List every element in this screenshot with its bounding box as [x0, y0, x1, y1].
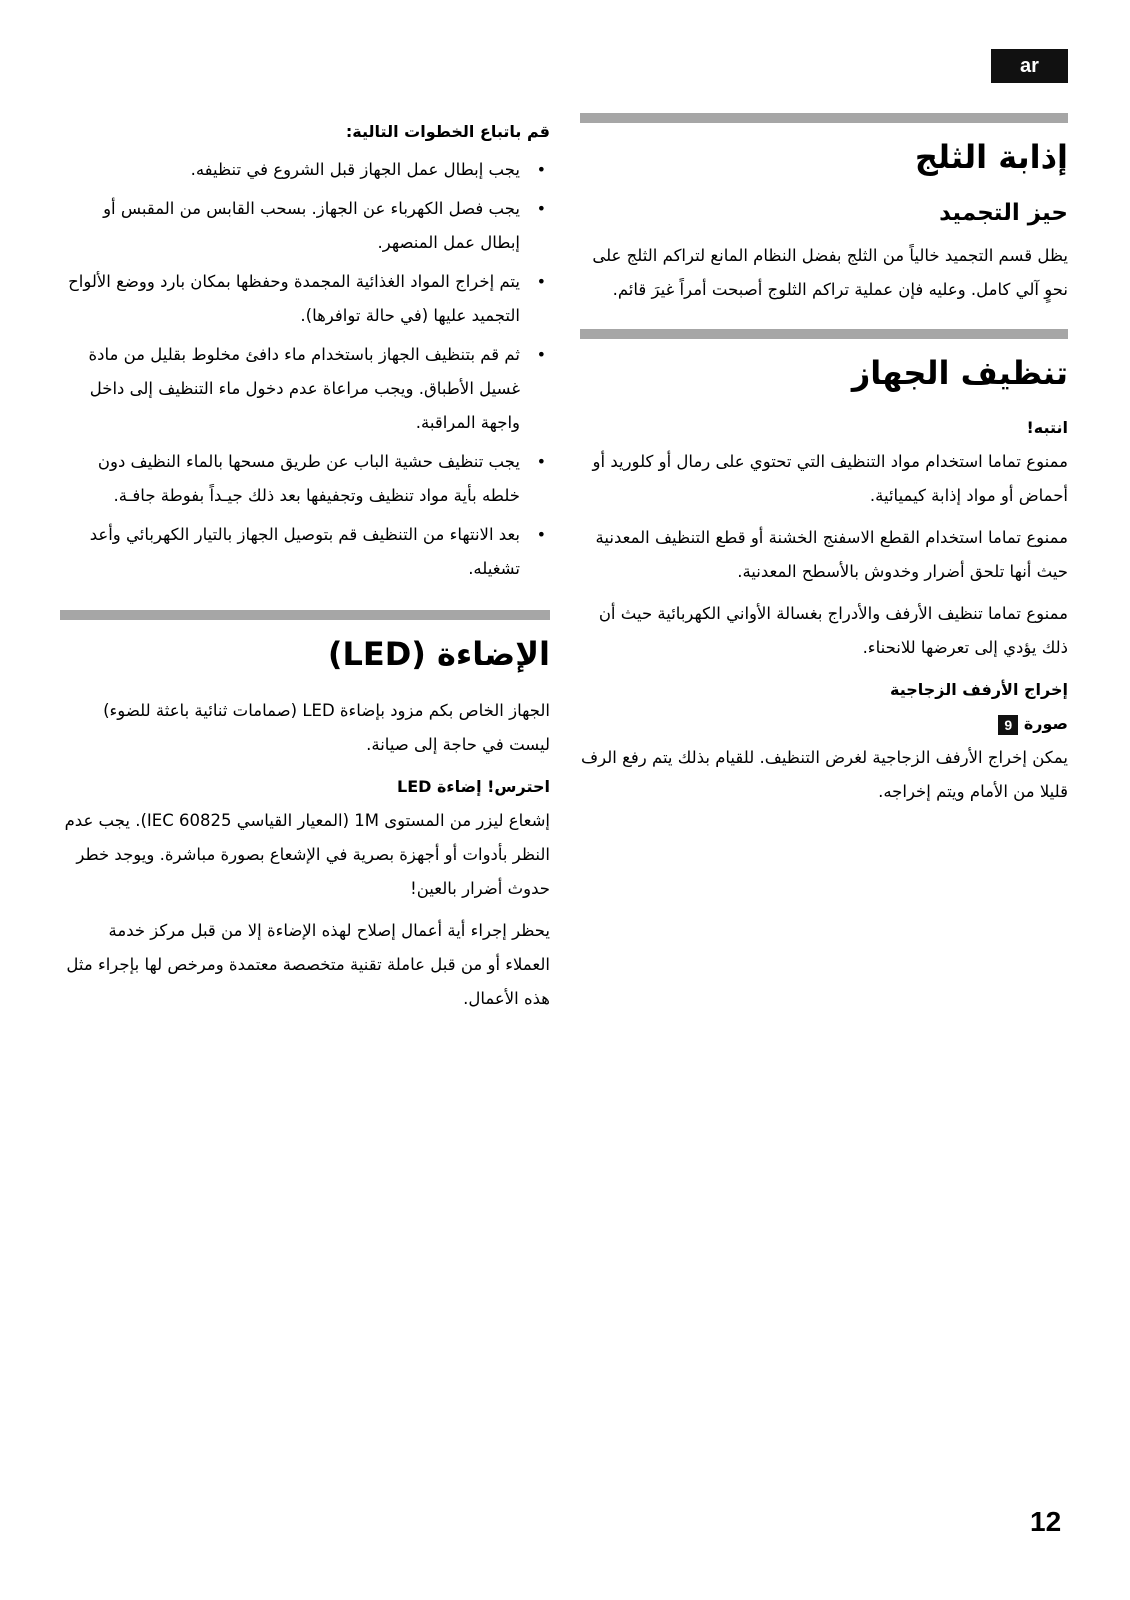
defrost-title: إذابة الثلج — [914, 138, 1068, 176]
list-item: • بعد الانتهاء من التنظيف قم بتوصيل الجهاز بالتيار الكهربائي وأعد تشغيله. — [60, 518, 550, 586]
list-item: • ثم قم بتنظيف الجهاز باستخدام ماء دافئ مخلوط بقليل من مادة غسيل الأطباق. ويجب مراعاة عدم دخول ماء التنظيف إلى داخل واجهة المراقبة. — [60, 338, 550, 440]
right-column — [580, 113, 1068, 817]
defrost-body: يظل قسم التجميد خالياً من الثلج بفضل النظام المانع لتراكم الثلج على نحوٍ آلي كامل. وعليه فإن عملية تراكم الثلوج أصبحت أمراً غيرَ قائم. — [592, 246, 1068, 299]
led-caution-title: احترس! إضاءة LED — [397, 777, 550, 796]
cleaning-title: تنظيف الجهاز — [851, 354, 1068, 392]
language-badge: ar — [991, 49, 1068, 83]
attention-label: انتبه! — [1026, 418, 1068, 437]
cleaning-warning-2: ممنوع تماما استخدام القطع الاسفنج الخشنة أو قطع التنظيف المعدنية حيث أنها تلحق أضرار وخدوش بالأسطح المعدنية. — [595, 528, 1068, 581]
freezer-subsection-title: حيز التجميد — [939, 200, 1068, 226]
cleaning-warning-1: ممنوع تماما استخدام مواد التنظيف التي تحتوي على رمال أو كلوريد أو أحماض أو مواد إذابة كيميائية. — [592, 452, 1068, 505]
figure-reference — [580, 707, 1068, 741]
section-divider — [580, 113, 1068, 123]
led-body: الجهاز الخاص بكم مزود بإضاءة LED (صمامات ثنائية باعثة للضوء) ليست في حاجة إلى صيانة. — [103, 701, 550, 754]
figure-label: صورة — [1023, 714, 1068, 733]
page-number: 12 — [1030, 1506, 1062, 1537]
list-item: • يجب تنظيف حشية الباب عن طريق مسحها بالماء النظيف دون خلطه بأية مواد تنظيف وتجفيفها بعد ذلك جيـداً بفوطة جافـة. — [60, 445, 550, 513]
list-item: • يجب إبطال عمل الجهاز قبل الشروع في تنظيفه. — [60, 153, 550, 187]
led-caution-body: إشعاع ليزر من المستوى 1M (المعيار القياسي IEC 60825). يجب عدم النظر بأدوات أو أجهزة بصرية في الإشعاع بصورة مباشرة. ويوجد خطر حدوث أضرار بالعين! — [64, 811, 550, 898]
section-divider — [580, 329, 1068, 339]
glass-shelves-title: إخراج الأرفف الزجاجية — [889, 680, 1068, 699]
glass-shelves-body: يمكن إخراج الأرفف الزجاجية لغرض التنظيف. للقيام بذلك يتم رفع الرف قليلا من الأمام ويتم إخراجه. — [581, 748, 1068, 801]
led-title: الإضاءة (LED) — [327, 635, 550, 673]
section-divider — [60, 610, 550, 620]
left-column — [60, 113, 550, 1024]
steps-intro: قم باتباع الخطوات التالية: — [345, 122, 550, 141]
cleaning-warning-3: ممنوع تماما تنظيف الأرفف والأدراج بغسالة الأواني الكهربائية حيث أن ذلك يؤدي إلى تعرضها للانحناء. — [598, 604, 1068, 657]
list-item: • يتم إخراج المواد الغذائية المجمدة وحفظها بمكان بارد ووضع الألواح التجميد عليها (في حالة توافرها). — [60, 265, 550, 333]
figure-number: 9 — [998, 715, 1018, 735]
steps-list — [60, 153, 550, 586]
list-item: • يجب فصل الكهرباء عن الجهاز. بسحب القابس من المقبس أو إبطال عمل المنصهر. — [60, 192, 550, 260]
led-repair-body: يحظر إجراء أية أعمال إصلاح لهذه الإضاءة إلا من قبل مركز خدمة العملاء أو من قبل عاملة تقنية متخصصة معتمدة ومرخص لها بإجراء مثل هذه الأعمال. — [66, 921, 550, 1008]
